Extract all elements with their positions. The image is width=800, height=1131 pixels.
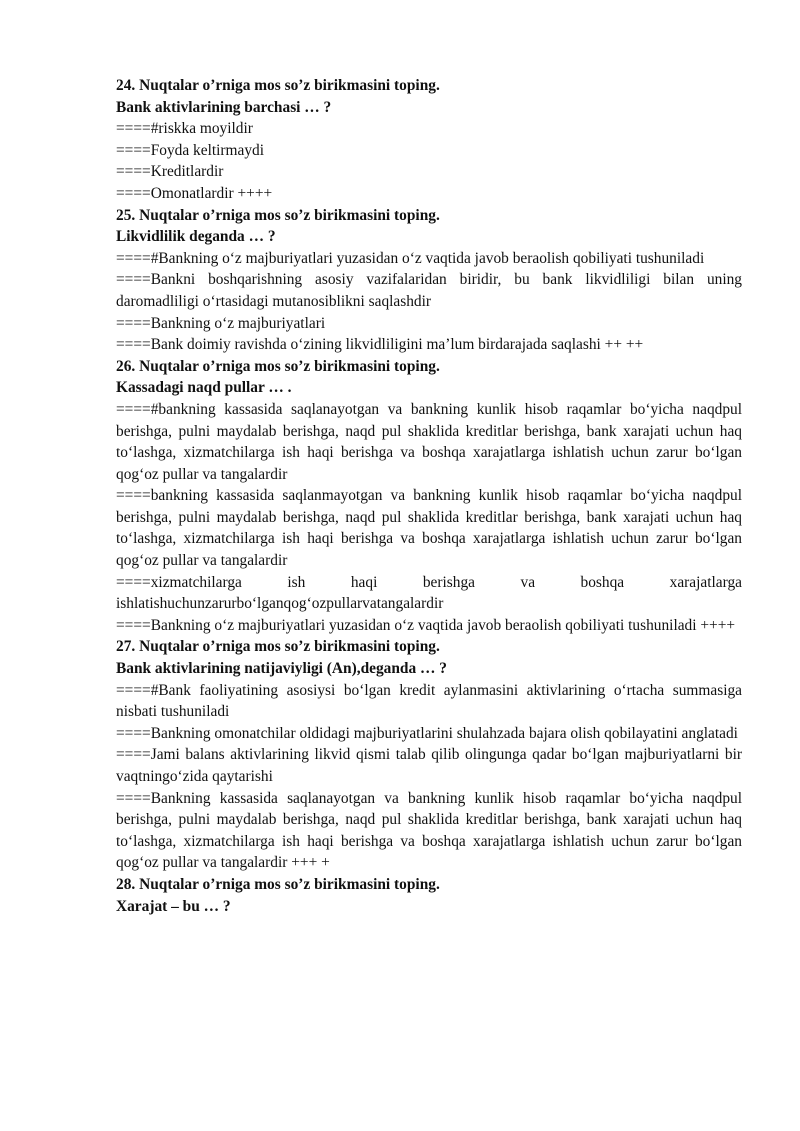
answer-option: ====Bankning o‘z majburiyatlari yuzasidan o‘z vaqtida javob beraolish qobiliyati tushuniladi ++++ xyxy=(116,616,736,634)
question-27 xyxy=(116,636,742,874)
question-title: 27. Nuqtalar o’rniga mos so’z birikmasini toping. xyxy=(116,638,440,656)
question-stem: Bank aktivlarining natijaviyligi (An),deganda … ? xyxy=(116,660,447,678)
question-stem: Kassadagi naqd pullar … . xyxy=(116,379,292,397)
question-stem: Xarajat – bu … ? xyxy=(116,897,231,915)
answer-option: ====Bankning omonatchilar oldidagi majburiyatlarini shulahzada bajara olish qobilayatini anglatadi xyxy=(116,724,738,742)
answer-option: ====#riskka moyildir xyxy=(116,120,253,138)
answer-option: ====Foyda keltirmaydi xyxy=(116,141,264,159)
question-title: 25. Nuqtalar o’rniga mos so’z birikmasini toping. xyxy=(116,206,440,224)
answer-option: ====bankning kassasida saqlanmayotgan va bankning kunlik hisob raqamlar bo‘yicha naqdpul berishga, pulni maydalab berishga, naqd pul shaklida kreditlar berishga, bank xarajati uchun haq to‘lashga, xizmatchilarga ish haqi berishga va boshqa xarajatlarga ishlatish uchun zarur bo‘lgan qog‘oz pullar va tangalardir xyxy=(116,487,742,570)
answer-option: ====Omonatlardir ++++ xyxy=(116,184,273,202)
answer-option: ====Bankning kassasida saqlanayotgan va bankning kunlik hisob raqamlar bo‘yicha naqdpul berishga, pulni maydalab berishga, naqd pul shaklida kreditlar berishga, bank xarajati uchun haq to‘lashga, xizmatchilarga ish haqi berishga va boshqa xarajatlarga ishlatish uchun zarur bo‘lgan qog‘oz pullar va tangalardir +++ + xyxy=(116,789,742,872)
question-title: 24. Nuqtalar o’rniga mos so’z birikmasini toping. xyxy=(116,77,440,94)
answer-option: ====Bankning o‘z majburiyatlari xyxy=(116,314,326,332)
answer-option: ====Bank doimiy ravishda o‘zining likvidliligini ma’lum birdarajada saqlashi ++ ++ xyxy=(116,336,644,354)
document-page xyxy=(116,75,742,917)
answer-option: ====#Bankning o‘z majburiyatlari yuzasidan o‘z vaqtida javob beraolish qobiliyati tushuniladi xyxy=(116,249,705,267)
answer-option: ====#Bank faoliyatining asosiysi bo‘lgan kredit aylanmasini aktivlarining o‘rtacha summasiga nisbati tushuniladi xyxy=(116,681,742,721)
question-28 xyxy=(116,874,742,917)
question-title: 26. Nuqtalar o’rniga mos so’z birikmasini toping. xyxy=(116,357,440,375)
question-26 xyxy=(116,356,742,637)
answer-option: ====xizmatchilarga ish haqi berishga va boshqa xarajatlarga ishlatishuchunzarurbo‘lganqog‘ozpullarvatangalardir xyxy=(116,573,742,613)
question-stem: Bank aktivlarining barchasi … ? xyxy=(116,98,332,116)
answer-option: ====Jami balans aktivlarining likvid qismi talab qilib olingunga qadar bo‘lgan majburiyatlarni bir vaqtningo‘zida qaytarishi xyxy=(116,746,742,785)
question-stem: Likvidlilik deganda … ? xyxy=(116,228,276,246)
answer-option: ====Kreditlardir xyxy=(116,163,224,181)
question-title: 28. Nuqtalar o’rniga mos so’z birikmasini toping. xyxy=(116,875,440,893)
question-24 xyxy=(116,75,742,205)
answer-option: ====Bankni boshqarishning asosiy vazifalaridan biridir, bu bank likvidliligi bilan uning daromadliligi o‘rtasidagi mutanosiblikni saqlashdir xyxy=(116,271,742,310)
answer-option: ====#bankning kassasida saqlanayotgan va bankning kunlik hisob raqamlar bo‘yicha naqdpul berishga, pulni maydalab berishga, naqd pul shaklida kreditlar berishga, bank xarajati uchun haq to‘lashga, xizmatchilarga ish haqi berishga va boshqa xarajatlarga ishlatish uchun zarur bo‘lgan qog‘oz pullar va tangalardir xyxy=(116,400,742,483)
question-25 xyxy=(116,205,742,356)
